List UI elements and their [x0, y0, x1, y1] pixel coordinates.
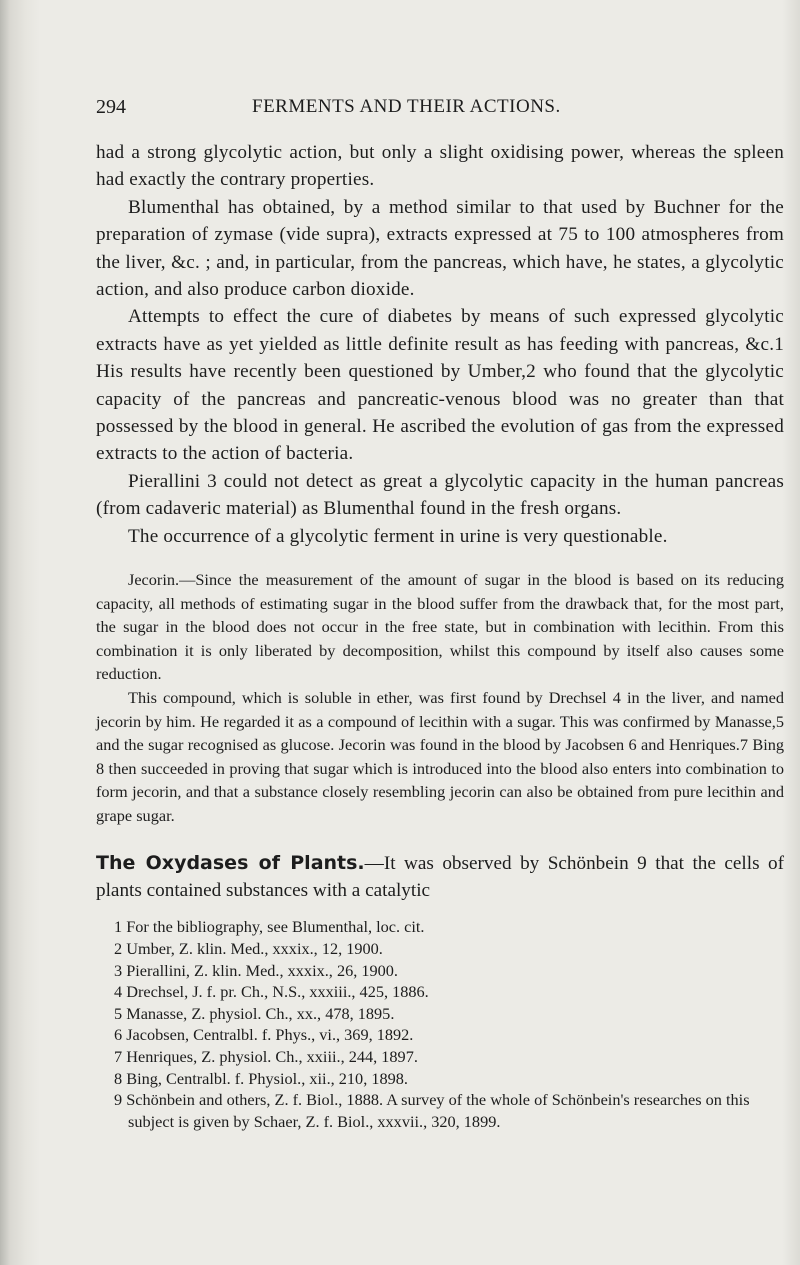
book-gutter-shadow	[0, 0, 40, 1265]
footnote: 7 Henriques, Z. physiol. Ch., xxiii., 244, 1897.	[114, 1047, 418, 1066]
footnotes	[96, 916, 784, 1132]
main-text	[96, 139, 784, 550]
footnote: 1 For the bibliography, see Blumenthal, loc. cit.	[114, 917, 425, 937]
oxydases-text: —It was observed by Schönbein 9 that the cells of plants contained substances with a catalytic	[96, 852, 784, 902]
footnote: 3 Pierallini, Z. klin. Med., xxxix., 26, 1900.	[114, 960, 398, 980]
page-edge-shadow	[782, 0, 800, 1265]
oxydases-heading: The Oxydases of Plants.	[96, 851, 365, 874]
footnote: 8 Bing, Centralbl. f. Physiol., xii., 210, 1898.	[114, 1068, 408, 1088]
paragraph-5: The occurrence of a glycolytic ferment in urine is very questionable.	[128, 525, 668, 547]
jecorin-paragraph-1: Jecorin.—Since the measurement of the amount of sugar in the blood is based on its reducing capacity, all methods of estimating sugar in the blood suffer from the drawback that, for the most part, the sugar in the blood does not occur in the free state, but in combination with lecithin. From this combination it is only liberated by decomposition, whilst this compound by itself also causes some reduction.	[96, 570, 784, 684]
footnote: 6 Jacobsen, Centralbl. f. Phys., vi., 369, 1892.	[114, 1025, 414, 1045]
paragraph-4: Pierallini 3 could not detect as great a glycolytic capacity in the human pancreas (from cadaveric material) as Blumenthal found in the fresh organs.	[96, 470, 784, 520]
paragraph-2: Blumenthal has obtained, by a method similar to that used by Buchner for the preparation of zymase (vide supra), extracts expressed at 75 to 100 atmospheres from the liver, &c. ; and, in particular, from the pancreas, which have, he states, a glycolytic action, and also produce carbon dioxide.	[96, 196, 784, 301]
footnote: 9 Schönbein and others, Z. f. Biol., 1888. A survey of the whole of Schönbein's researches on this subject is given by Schaer, Z. f. Biol., xxxvii., 320, 1899.	[114, 1090, 750, 1131]
oxydases-section	[96, 850, 784, 905]
paragraph-3: Attempts to effect the cure of diabetes by means of such expressed glycolytic extracts have as yet yielded as little definite result as has feeding with pancreas, &c.1 His results have recently been questioned by Umber,2 who found that the glycolytic capacity of the pancreas and pancreatic-venous blood was no greater than that possessed by the blood in general. He ascribed the evolution of gas from the expressed extracts to the action of bacteria.	[96, 306, 784, 465]
page-header	[96, 96, 784, 124]
jecorin-paragraph-2: This compound, which is soluble in ether, was first found by Drechsel 4 in the liver, and named jecorin by him. He regarded it as a compound of lecithin with a sugar. This was confirmed by Manasse,5 and the sugar recognised as glucose. Jecorin was found in the blood by Jacobsen 6 and Henriques.7 Bing 8 then succeeded in proving that sugar which is introduced into the blood also enters into combination to form jecorin, and that a substance closely resembling jecorin can also be obtained from pure lecithin and grape sugar.	[96, 688, 784, 826]
running-head: FERMENTS AND THEIR ACTIONS.	[252, 96, 561, 117]
footnote: 2 Umber, Z. klin. Med., xxxix., 12, 1900.	[114, 939, 383, 959]
footnote: 4 Drechsel, J. f. pr. Ch., N.S., xxxiii., 425, 1886.	[114, 982, 429, 1002]
book-page	[96, 96, 784, 1132]
jecorin-section	[96, 568, 784, 828]
paragraph-1: had a strong glycolytic action, but only a slight oxidising power, whereas the spleen had exactly the contrary properties.	[96, 142, 784, 191]
page-number: 294	[96, 96, 126, 118]
footnote: 5 Manasse, Z. physiol. Ch., xx., 478, 1895.	[114, 1003, 395, 1023]
